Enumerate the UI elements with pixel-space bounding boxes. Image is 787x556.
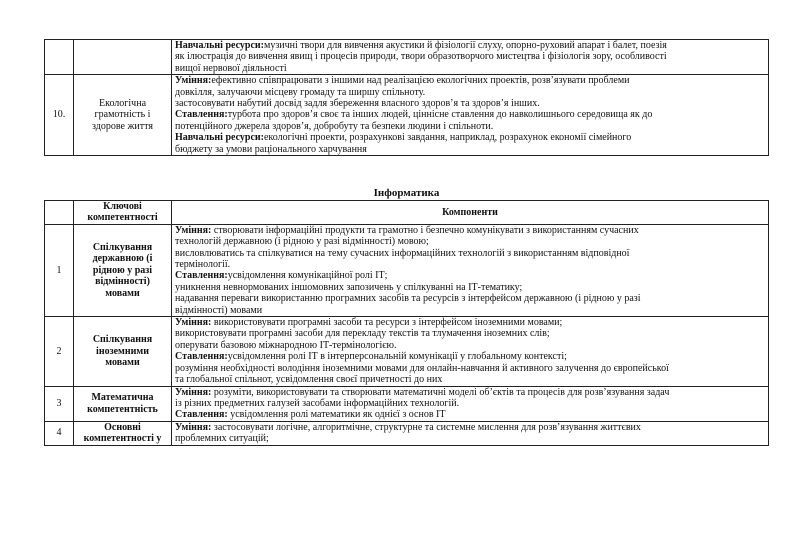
component-text: довкілля, залучаючи місцеву громаду та ширшу спільноту. [175, 86, 426, 98]
number-cell [45, 40, 74, 75]
competence-line: компетентності [87, 212, 158, 224]
component-line [175, 132, 765, 143]
competence-line: Спілкування [92, 241, 153, 253]
component-text: розуміння необхідності володіння іноземними мовами для онлайн-навчання й активного залучення до європейської [175, 362, 669, 374]
component-label: Ставлення: [175, 351, 228, 363]
row-number: 2 [45, 317, 74, 386]
row-number: 10. [45, 75, 74, 156]
component-text: надавання переваги використанню програмних засобів та ресурсів з інтерфейсом державною (і рідною у разі [175, 293, 641, 305]
competence-line: рідною у разі [92, 264, 153, 276]
component-text: використовувати програмні засоби та ресурси з інтерфейсом іноземними мовами; [211, 317, 563, 329]
component-line [175, 305, 765, 316]
informatics-table [44, 200, 769, 446]
component-text: висловлюватись та спілкуватися на тему сучасних інформаційних технологій з використанням відповідної [175, 247, 630, 259]
component-text: усвідомлення ролі математики як однієї з основ ІТ [227, 409, 446, 421]
component-text: усвідомлення комунікаційної ролі ІТ; [227, 270, 388, 282]
component-line [175, 40, 765, 51]
competence-line: відмінності) [95, 276, 150, 288]
table-row [45, 75, 769, 156]
component-text: вищої нервової діяльності [175, 62, 287, 74]
competence-line: Екологічна [98, 98, 147, 110]
component-line [175, 340, 765, 351]
competence-line: Основні [104, 421, 141, 433]
competence-name [74, 317, 172, 386]
component-label: Ставлення: [175, 409, 228, 421]
component-line [175, 270, 765, 281]
components-cell [172, 40, 769, 75]
component-text: та глобальної спільнот, усвідомлення своєї причетності до них [175, 374, 443, 386]
component-text: застосовувати набутий досвід задля збереження власного здоров’я та здоров’я інших. [175, 98, 540, 110]
table-row [45, 386, 769, 421]
component-label: Ставлення: [175, 270, 228, 282]
competence-name [74, 386, 172, 421]
competence-line: іноземними [96, 345, 149, 357]
component-line [175, 75, 765, 86]
component-text: ефективно співпрацювати з іншими над реалізацією екологічних проектів, розв’язувати проблеми [211, 75, 630, 87]
component-line [175, 87, 765, 98]
component-line [175, 109, 765, 120]
competence-line: компетентності у [83, 433, 162, 445]
competence-line: державною (і [92, 253, 153, 265]
component-label: Навчальні ресурси: [175, 40, 264, 51]
component-line [175, 433, 765, 444]
component-line [175, 351, 765, 362]
component-text: потенційного джерела здоров’я, добробуту та безпеки людини і спільноти. [175, 120, 494, 132]
component-line [175, 387, 765, 398]
competence-line: Математична [91, 392, 154, 404]
competence-line: мовами [105, 287, 140, 299]
component-label: Ставлення: [175, 109, 228, 121]
component-text: відмінності) мовами [175, 304, 263, 316]
competence-line: мовами [105, 356, 140, 368]
header-number [45, 201, 74, 225]
competence-line: Ключові [103, 201, 142, 212]
components-cell [172, 224, 769, 316]
component-label: Уміння: [175, 75, 212, 87]
component-line [175, 409, 765, 420]
component-text: як ілюстрація до вивчення явищ і процесів природи, твори образотворчого мистецтва і фізіологія зору, особливості [175, 51, 667, 63]
competence-cell [74, 40, 172, 75]
component-text: із різних предметних галузей засобами інформаційних технологій. [175, 397, 460, 409]
component-line [175, 144, 765, 155]
row-number: 3 [45, 386, 74, 421]
competence-line: Спілкування [92, 334, 153, 346]
competence-line: здорове життя [92, 120, 153, 132]
component-line [175, 282, 765, 293]
component-label: Уміння: [175, 224, 212, 236]
component-text: усвідомлення ролі ІТ в інтерперсональній комунікації у глобальному контексті; [227, 351, 567, 363]
component-label: Уміння: [175, 386, 212, 398]
components-cell [172, 317, 769, 386]
component-text: застосовувати логічне, алгоритмічне, структурне та системне мислення для розв’язування життєвих [211, 421, 641, 433]
component-line [175, 363, 765, 374]
component-line [175, 259, 765, 270]
component-text: технологій державною (і рідною у разі відмінності) мовою; [175, 236, 429, 248]
component-line [175, 121, 765, 132]
component-text: екологічні проекти, розрахункові завдання, наприклад, розрахунок економії сімейного [263, 132, 632, 144]
component-line [175, 51, 765, 62]
ecology-table [44, 39, 769, 156]
header-components: Компоненти [172, 201, 769, 225]
component-line [175, 248, 765, 259]
competence-line: компетентність [87, 403, 158, 415]
component-line [175, 398, 765, 409]
component-label: Навчальні ресурси: [175, 132, 264, 144]
table-row [45, 40, 769, 75]
competence-line: грамотність і [94, 109, 151, 121]
component-line [175, 422, 765, 433]
component-text: термінології. [175, 259, 231, 271]
component-label: Уміння: [175, 317, 212, 329]
components-cell [172, 421, 769, 445]
section-title: Інформатика [373, 187, 440, 199]
components-cell [172, 386, 769, 421]
component-text: оперувати базовою міжнародною ІТ-термінологією. [175, 339, 397, 351]
header-row [45, 201, 769, 225]
component-text: використовувати програмні засоби для перекладу текстів та тлумачення іноземних слів; [175, 328, 550, 340]
table-row [45, 224, 769, 316]
component-text: проблемних ситуацій; [175, 433, 269, 445]
row-number: 4 [45, 421, 74, 445]
component-text: бюджету за умови раціонального харчування [175, 143, 367, 155]
component-line [175, 328, 765, 339]
component-line [175, 374, 765, 385]
component-line [175, 317, 765, 328]
component-text: музичні твори для вивчення акустики й фізіології слуху, опорно-руховий апарат і балет, поезія [263, 40, 667, 51]
row-number: 1 [45, 224, 74, 316]
components-cell [172, 75, 769, 156]
component-line [175, 293, 765, 304]
component-text: розуміти, використовувати та створювати математичні моделі об’єктів та процесів для розв’язування задач [211, 386, 670, 398]
competence-name [74, 421, 172, 445]
component-text: турбота про здоров’я своє та інших людей, ціннісне ставлення до навколишнього середовища як до [227, 109, 653, 121]
component-line [175, 236, 765, 247]
component-line [175, 63, 765, 74]
component-text: уникнення невнормованих іншомовних запозичень у спілкуванні на ІТ-тематику; [175, 281, 523, 293]
header-competence [74, 201, 172, 225]
table-row [45, 317, 769, 386]
table-row [45, 421, 769, 445]
component-text: створювати інформаційні продукти та грамотно і безпечно комунікувати з використанням сучасних [211, 224, 639, 236]
component-line [175, 225, 765, 236]
component-line [175, 98, 765, 109]
component-label: Уміння: [175, 421, 212, 433]
competence-name [74, 224, 172, 316]
competence-name [74, 75, 172, 156]
